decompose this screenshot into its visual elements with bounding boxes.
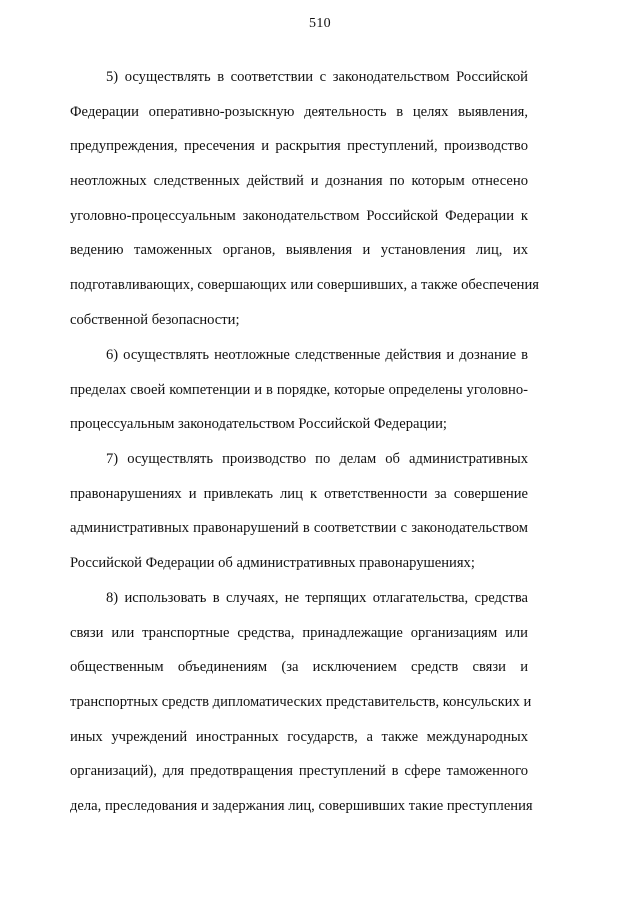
text-line: процессуальным законодательством Российской Федерации; (70, 416, 447, 433)
text-line: ведению таможенных органов, выявления и установления лиц, их (70, 242, 528, 259)
text-line: административных правонарушений в соответствии с законодательством (70, 520, 528, 537)
text-line: транспортных средств дипломатических представительств, консульских и (70, 694, 532, 711)
text-line: неотложных следственных действий и дознания по которым отнесено (70, 173, 528, 190)
text-line: связи или транспортные средства, принадлежащие организациям или (70, 624, 528, 641)
paragraph-item-6 (70, 345, 528, 449)
text-line: 6) осуществлять неотложные следственные действия и дознание в (106, 347, 528, 363)
text-line: 8) использовать в случаях, не терпящих отлагательства, средства (106, 590, 528, 606)
text-line: предупреждения, пресечения и раскрытия преступлений, производство (70, 138, 528, 155)
paragraph-item-7 (70, 449, 528, 588)
text-line: 7) осуществлять производство по делам об административных (106, 451, 528, 467)
text-line: Федерации оперативно-розыскную деятельность в целях выявления, (70, 103, 528, 120)
text-line: иных учреждений иностранных государств, а также международных (70, 728, 528, 745)
text-line: подготавливающих, совершающих или совершивших, а также обеспечения (70, 277, 540, 294)
paragraph-item-8 (70, 588, 533, 831)
text-line: 5) осуществлять в соответствии с законодательством Российской (106, 69, 528, 85)
paragraph-item-5 (70, 67, 540, 345)
page-number: 510 (309, 16, 331, 31)
text-line: организаций), для предотвращения преступлений в сфере таможенного (70, 763, 528, 780)
text-line: общественным объединениям (за исключением средств связи и (70, 659, 528, 676)
text-line: правонарушениях и привлекать лиц к ответственности за совершение (70, 485, 528, 502)
text-line: собственной безопасности; (70, 311, 240, 328)
text-line: уголовно-процессуальным законодательством Российской Федерации к (70, 207, 528, 224)
text-line: Российской Федерации об административных правонарушениях; (70, 555, 475, 572)
text-line: дела, преследования и задержания лиц, совершивших такие преступления (70, 798, 533, 815)
text-line: пределах своей компетенции и в порядке, которые определены уголовно- (70, 381, 528, 398)
